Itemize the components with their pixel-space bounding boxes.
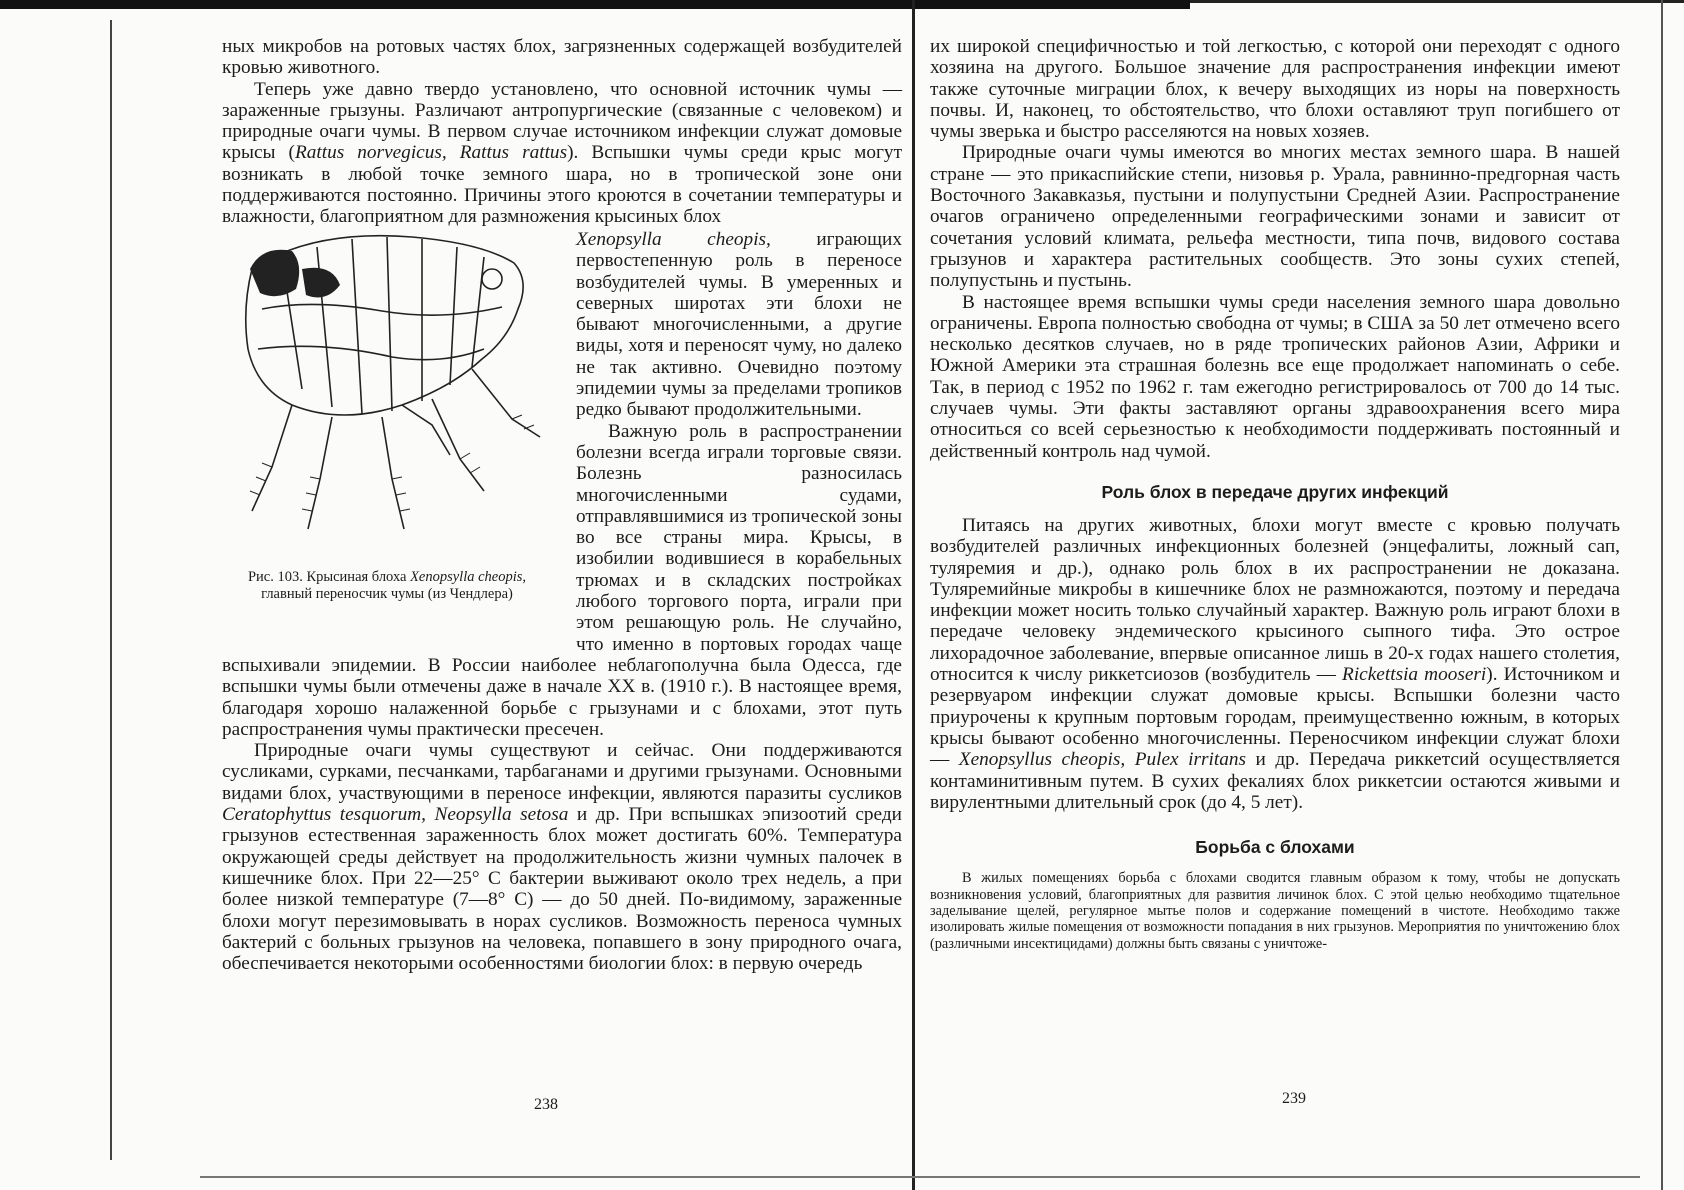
left-margin-line: [110, 20, 112, 1160]
right-margin-line: [1661, 0, 1663, 1190]
right-paragraph-2: Природные очаги чумы имеются во многих местах земного шара. В нашей стране — это прикаспийские степи, низовья р. Урала, равнинно-предгорная часть Восточного Закавказья, пустыни и полупустыни Средней Азии. Распространение очагов ограничено определенными географическими зонами и зависит от сочетания условий климата, рельефа местности, типа почв, видового состава грызунов и характера растительных сообществ. Это зоны сухих степей, полупустынь и пустынь.: [930, 142, 1620, 292]
book-spine: [912, 0, 915, 1190]
right-paragraph-1: их широкой специфичностью и той легкостью, с которой они переходят с одного хозяина на другого. Большое значение для распространения инфекции имеют также суточные миграции блох, к вечеру выходящих из норы на поверхность почвы. И, наконец, то обстоятельство, что блохи оставляют труп погибшего от чумы зверька и быстро расселяются на новых хозяев.: [930, 36, 1620, 143]
scan-bottom-edge: [200, 1176, 1640, 1178]
right-paragraph-5-small: В жилых помещениях борьба с блохами сводится главным образом к тому, чтобы не допускать возникновения условий, благоприятных для развития личинок блох. С этой целью необходимо тщательное заделывание щелей, регулярное мытье полов и содержание помещений в чистоте. Необходимо также изолировать жилые помещения от возможности попадания в них грызунов. Мероприятия по уничтожению блох (различными инсектицидами) должны быть связаны с уничтоже-: [930, 870, 1620, 952]
left-paragraph-3: Важную роль в распространении болезни всегда играли торговые связи. Болезнь разносилась многочисленными судами, отправлявшимися из тропической зоны во все страны мира. Крысы, в изобилии водившиеся в корабельных трюмах и в складских постройках любого торгового порта, играли при этом решающую роль. Не случайно, что именно в портовых городах чаще вспыхивали эпидемии. В России наиболее неблагополучна была Одесса, где вспышки чумы были отмечены даже в начале XX в. (1910 г.). В настоящее время, благодаря хорошо налаженной борьбе с грызунами и с блохами, этот путь распространения чумы практически пресечен.: [222, 420, 902, 740]
left-paragraph-4: Природные очаги чумы существуют и сейчас. Они поддерживаются сусликами, сурками, песчанками, тарбаганами и другими грызунами. Основными видами блох, участвующими в переносе инфекции, являются паразиты сусликов Ceratophyttus tesquorum, Neopsylla setosa и др. При вспышках эпизоотий среди грызунов естественная зараженность блох может достигать 60%. Температура окружающей среды действует на продолжительность жизни чумных палочек в кишечнике блох. При 22—25° С бактерии выживают около трех недель, а при более низкой температуре (7—8° С) — до 50 дней. По-видимому, зараженные блохи могут перезимовывать в норах сусликов. Возможность переноса чумных бактерий с больных грызунов на человека, попавшего в зону природного очага, обеспечивается некоторыми особенностями биологии блох: в первую очередь: [222, 740, 902, 975]
scan-top-edge-right: [1190, 0, 1684, 3]
left-page-number: 238: [534, 1096, 558, 1113]
figure-caption: Рис. 103. Крысиная блоха Xenopsylla cheopis, главный переносчик чумы (из Чендлера): [247, 569, 527, 602]
left-paragraph-1: ных микробов на ротовых частях блох, загрязненных содержащей возбудителей кровью животного.: [222, 36, 902, 79]
right-page-number: 239: [1282, 1090, 1306, 1107]
right-paragraph-4: Питаясь на других животных, блохи могут вместе с кровью получать возбудителей различных инфекционных болезней (энцефалиты, ложный сап, туляремия и др.), однако роль блох в их распространении не доказана. Туляремийные микробы в кишечнике блох не размножаются, поэтому и передача инфекции может носить только случайный характер. Важную роль играют блохи в передаче человеку эндемического крысиного сыпного тифа. Это острое лихорадочное заболевание, впервые описанное лишь в 20-х годах нашего столетия, относится к числу риккетсиозов (возбудитель — Rickettsia mooseri). Источником и резервуаром инфекции служат домовые крысы. Вспышки болезни часто приурочены к крупным портовым городам, преимущественно южным, в которых крысы бывают особенно многочисленны. Переносчиком инфекции служат блохи — Xenopsyllus cheopis, Pulex irritans и др. Передача риккетсий осуществляется контаминитивным путем. В сухих фекалиях блох риккетсии остаются живыми и вирулентными длительный срок (до 4, 5 лет).: [930, 514, 1620, 813]
flea-figure: [222, 229, 564, 639]
section-heading-other-infections: Роль блох в передаче других инфекций: [1101, 481, 1449, 502]
right-page: [930, 36, 1620, 952]
left-page: [222, 36, 902, 228]
scan-top-edge: [0, 0, 1190, 9]
left-paragraph-2: Теперь уже давно твердо установлено, что основной источник чумы — зараженные грызуны. Различают антропургические (связанные с человеком) и природные очаги чумы. В первом случае источником инфекции служат домовые крысы (Rattus norvegicus, Rattus rattus). Вспышки чумы среди крыс могут возникать в любой точке земного шара, но в тропической зоне они поддерживаются постоянно. Причины этого кроются в сочетании температуры и влажности, благоприятном для размножения крысиных блох: [222, 78, 902, 228]
left-figure-block: [222, 229, 902, 974]
section-heading-flea-control: Борьба с блохами: [1195, 837, 1355, 858]
flea-illustration: [222, 229, 552, 559]
left-paragraph-2-continued: Xenopsylla cheopis, играющих первостепенную роль в переносе возбудителей чумы. В умеренных и северных широтах эти блохи не бывают многочисленными, а другие виды, хотя и переносят чуму, но далеко не так активно. Очевидно поэтому эпидемии чумы за пределами тропиков редко бывают продолжительными.: [576, 229, 902, 421]
right-paragraph-3: В настоящее время вспышки чумы среди населения земного шара довольно ограничены. Европа полностью свободна от чумы; в США за 50 лет отмечено всего несколько десятков случаев, но в ряде тропических районов Азии, Африки и Южной Америки эта страшная болезнь все еще продолжает напоминать о себе. Так, в период с 1952 по 1962 г. там ежегодно регистрировалось от 700 до 14 тыс. случаев чумы. Эти факты заставляют органы здравоохранения всего мира относиться со всей серьезностью к необходимости поддерживать постоянный и действенный контроль над чумой.: [930, 291, 1620, 462]
